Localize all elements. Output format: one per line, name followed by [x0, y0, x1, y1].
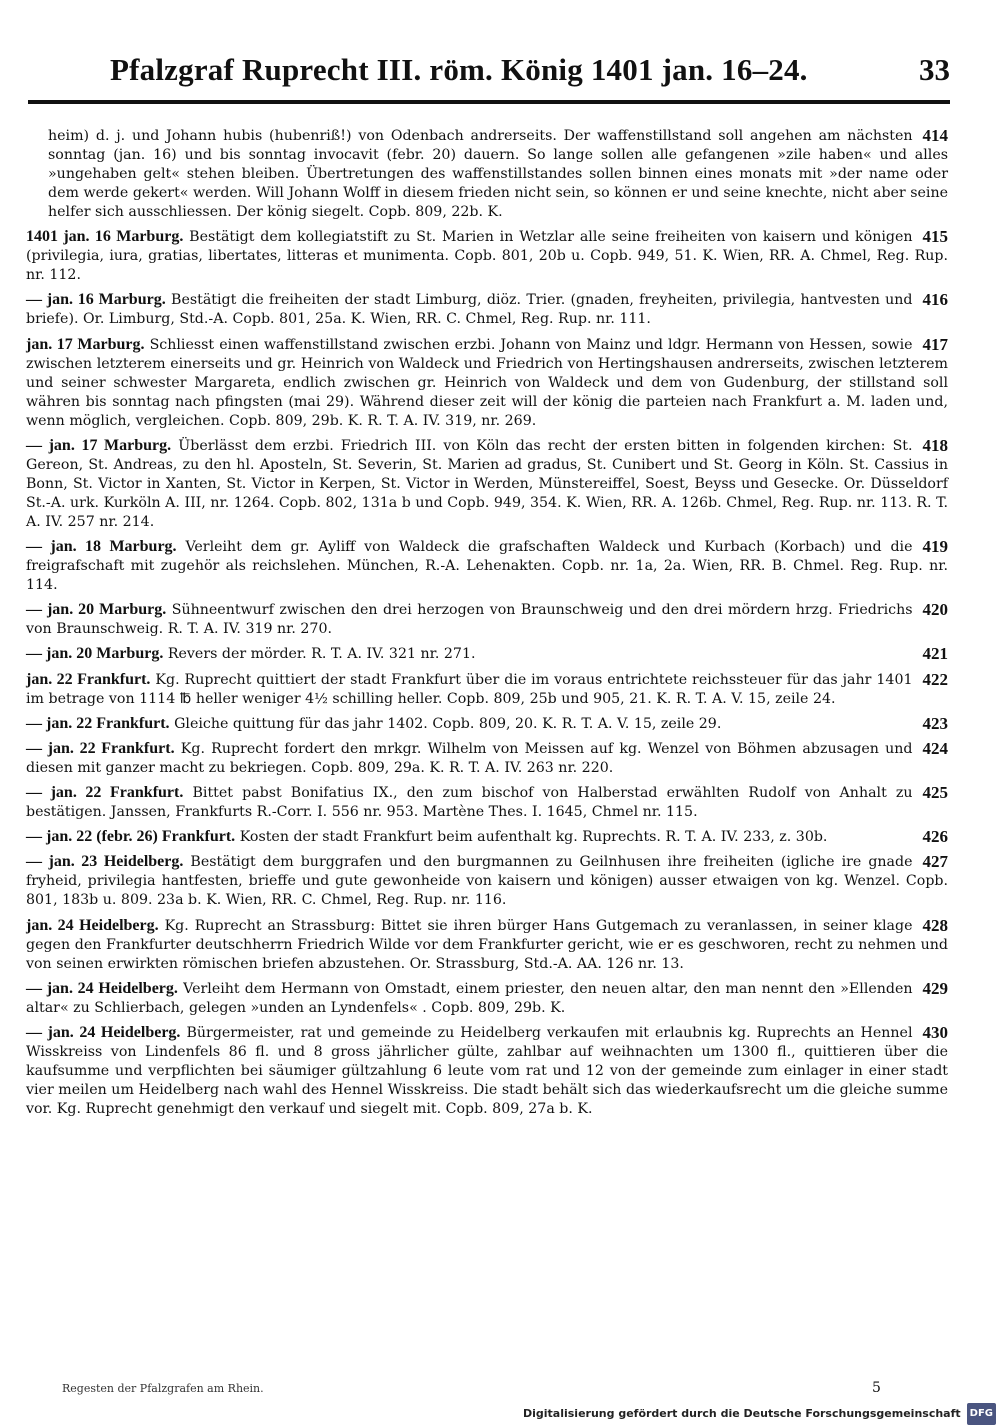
regest-entry: [26, 537, 948, 595]
regest-text: Verleiht dem Hermann von Omstadt, einem priester, den neuen altar, den man nennt den »Ellenden altar« zu Schlierbach, gelegen »unden an Lyndenfels« . Copb. 809, 29b. K.: [26, 980, 913, 1016]
regest-date-place: 1401 jan. 16 Marburg.: [26, 228, 184, 246]
regest-number: 430: [922, 1023, 948, 1042]
regest-number: 419: [922, 536, 948, 556]
regest-date-place: — jan. 16 Marburg.: [26, 291, 166, 309]
regest-number: 426: [922, 827, 948, 847]
dfg-text: Digitalisierung gefördert durch die Deutsche Forschungsgemeinschaft: [522, 1407, 961, 1420]
regest-number: 418: [922, 435, 948, 455]
regest-number: 423: [922, 713, 948, 733]
page-number: 33: [919, 52, 950, 87]
regest-text: Verleiht dem gr. Ayliff von Waldeck die grafschaften Waldeck und Kurbach (Korbach) und die freigrafschaft mit zugehör als reichslehen. München, R.-A. Lehenakten. Copb. nr. 1a, 2a. Wien, RR. B. Chmel. Reg. Rup. nr. 114.: [26, 538, 948, 593]
dfg-logo-icon: DFG: [967, 1403, 996, 1425]
regest-entry: [26, 670, 948, 709]
regest-text: Bestätigt die freiheiten der stadt Limburg, diöz. Trier. (gnaden, freyheiten, privilegia, hantvesten und briefe). Or. Limburg, Std.-A. Copb. 801, 25a. K. Wien, RR. C. Chmel, Reg. Rup. nr. 111.: [26, 292, 913, 328]
regest-text: heim) d. j. und Johann hubis (hubenriß!) von Odenbach andrerseits. Der waffenstillstand soll angehen am nächsten sonntag (jan. 16) und bis sonntag invocavit (febr. 20) dauern. So lange sollen alle gefangenen »zile haben« und alles »ungehaben gelt« stehen bleiben. Übertretungen des waffenstillstandes sollen binnen eines monats mit »der name oder dem werde gekert« werden. Will Johann Wolff in diesem frieden nicht sein, so können er und seine knechte, nicht aber seine helfer sich ausschliessen. Der könig siegelt. Copb. 809, 22b. K.: [48, 128, 948, 220]
regest-number: 420: [922, 600, 948, 620]
regest-entry: [26, 227, 948, 285]
dfg-banner: [515, 1404, 1000, 1424]
regest-date-place: — jan. 24 Heidelberg.: [26, 1024, 181, 1041]
regest-date-place: jan. 17 Marburg.: [26, 335, 145, 353]
regest-text: Kg. Ruprecht an Strassburg: Bittet sie ihren bürger Hans Gutgemach zu veranlassen, in seiner klage gegen den Frankfurter deutschherrn Friedrich Wilde vor dem Frankfurter gericht, wie er es geschworen, recht zu nehmen und von seinen erwirkten römischen briefen abzustehen. Or. Strassburg, Std.-A. AA. 126 nr. 13.: [26, 917, 948, 972]
regest-number: 424: [922, 738, 948, 758]
regest-entry: [26, 783, 948, 822]
regest-entry: [26, 714, 948, 734]
regest-entry: [26, 126, 948, 222]
regest-text: Bürgermeister, rat und gemeinde zu Heidelberg verkaufen mit erlaubnis kg. Ruprechts an Hennel Wisskreiss von Lindenfels 86 fl. und 8 gross jährlicher gülte, zahlbar auf weihnachten um 1300 fl., quittieren über die kaufsumme und verpflichten bei säumiger gültzahlung 6 leute vom rat und 12 von der gemeinde zum einlager in einer stadt vier meilen um Heidelberg nach wahl des Hennel Wisskreiss. Die stadt behält sich das wiederkaufsrecht um die gleiche summe vor. Kg. Ruprecht genehmigt den verkauf und siegelt mit. Copb. 809, 27a b. K.: [26, 1025, 948, 1117]
regest-entry: [26, 979, 948, 1018]
regest-text: Überlässt dem erzbi. Friedrich III. von Köln das recht der ersten bitten in folgenden kirchen: St. Gereon, St. Andreas, zu den hl. Aposteln, St. Severin, St. Marien ad gradus, St. Cunibert und St. Georg in Köln. St. Cassius in Bonn, St. Victor in Xanten, St. Victor in Kerpen, St. Victor in Werden, Münstereiffel, Soest, Beyss und Gesecke. Or. Düsseldorf St.-A. urk. Kurköln A. III, nr. 1264. Copb. 802, 131a b und Copb. 949, 354. K. Wien, RR. A. 126b. Chmel, Reg. Rup. nr. 113. R. T. A. IV. 257 nr. 214.: [26, 437, 948, 530]
regest-entry: [26, 436, 948, 532]
regest-date-place: — jan. 22 Frankfurt.: [26, 784, 184, 802]
regest-text: Bittet pabst Bonifatius IX., den zum bischof von Halberstad erwählten Rudolf von Anhalt zu bestätigen. Janssen, Frankfurts R.-Corr. I. 556 nr. 953. Martène Thes. I. 1645, Chmel nr. 115.: [26, 785, 913, 821]
regest-number: 429: [922, 978, 948, 998]
regest-date-place: — jan. 20 Marburg.: [26, 645, 164, 663]
regest-number: 428: [922, 915, 948, 935]
running-title: Pfalzgraf Ruprecht III. röm. König 1401 jan. 16–24.: [110, 52, 808, 87]
regest-date-place: — jan. 22 Frankfurt.: [26, 739, 175, 757]
regest-date-place: — jan. 23 Heidelberg.: [26, 853, 184, 871]
regest-entry: [26, 739, 948, 778]
regest-entry: [26, 827, 948, 847]
regest-entry: [26, 644, 948, 664]
regest-entry: [26, 852, 948, 910]
regest-text: Kg. Ruprecht quittiert der stadt Frankfurt über die im voraus entrichtete reichssteuer für das jahr 1401 im betrage von 1114 ℔ heller weniger 4½ schilling heller. Copb. 809, 25b und 905, 21. K. R. T. A. V. 15, zeile 24.: [26, 671, 913, 707]
header-rule: [28, 100, 950, 104]
regest-number: 416: [922, 290, 948, 310]
footer-series: Regesten der Pfalzgrafen am Rhein.: [62, 1382, 264, 1395]
regest-entry: [26, 916, 948, 974]
regest-date-place: — jan. 20 Marburg.: [26, 601, 167, 619]
regest-text: Schliesst einen waffenstillstand zwischen erzbi. Johann von Mainz und ldgr. Hermann von Hessen, sowie zwischen letzterem einerseits und gr. Heinrich von Waldeck und Friedrich von Hertingshausen andrerseits, zwischen letzterem und seiner schwester Margareta, endlich zwischen gr. Heinrich von Waldeck und dem von Gudenburg, der stillstand soll währen bis sonntag nach pfingsten (mai 29). Während dieser zeit will der könig die parteien nach Frankfurt a. M. laden und, wenn möglich, vergleichen. Copb. 809, 29b. K. R. T. A. IV. 319, nr. 269.: [26, 336, 948, 429]
page-header: [30, 52, 950, 92]
regest-number: 421: [922, 644, 948, 664]
regest-text: Gleiche quittung für das jahr 1402. Copb. 809, 20. K. R. T. A. V. 15, zeile 29.: [174, 715, 722, 732]
regest-number: 425: [922, 783, 948, 803]
regest-date-place: — jan. 18 Marburg.: [26, 537, 177, 555]
regest-entry: [26, 1023, 948, 1119]
regest-number: 415: [922, 227, 948, 247]
regest-date-place: jan. 22 Frankfurt.: [26, 670, 151, 688]
regest-entry: [26, 600, 948, 639]
regest-number: 417: [922, 334, 948, 354]
regest-number: 427: [922, 852, 948, 872]
regest-date-place: — jan. 17 Marburg.: [26, 436, 172, 454]
regest-text: Sühneentwurf zwischen den drei herzogen von Braunschweig und den drei mördern hrzg. Friedrichs von Braunschweig. R. T. A. IV. 319 nr. 270.: [26, 602, 913, 638]
regest-entry: [26, 335, 948, 431]
regest-date-place: — jan. 22 (febr. 26) Frankfurt.: [26, 828, 236, 846]
regest-date-place: — jan. 22 Frankfurt.: [26, 714, 170, 732]
regest-text: Kosten der stadt Frankfurt beim aufenthalt kg. Ruprechts. R. T. A. IV. 233, z. 30b.: [239, 829, 828, 846]
regest-date-place: jan. 24 Heidelberg.: [26, 916, 159, 934]
regesta-list: [26, 126, 948, 1124]
regest-text: Kg. Ruprecht fordert den mrkgr. Wilhelm von Meissen auf kg. Wenzel von Böhmen abzusagen und diesen mit ganzer macht zu bekriegen. Copb. 809, 29a. K. R. T. A. IV. 263 nr. 220.: [26, 740, 913, 776]
regest-text: Bestätigt dem burggrafen und den burgmannen zu Geilnhusen ihre freiheiten (igliche ire gnade fryheid, privilegia hantfesten, brieffe und gute gewonheide von kaisern und königen) ausser etwaigen von kg. Wenzel. Copb. 801, 183b u. 809. 23a b. K. Wien, RR. C. Chmel, Reg. Rup. nr. 116.: [26, 854, 948, 909]
regest-number: 414: [922, 126, 948, 145]
footer-signature: 5: [872, 1380, 881, 1396]
regest-text: Bestätigt dem kollegiatstift zu St. Marien in Wetzlar alle seine freiheiten von kaisern und königen (privilegia, iura, gratias, libertates, litteras et munimenta. Copb. 801, 20b u. Copb. 949, 51. K. Wien, RR. A. Chmel, Reg. Rup. nr. 112.: [26, 229, 948, 284]
regest-text: Revers der mörder. R. T. A. IV. 321 nr. 271.: [167, 646, 476, 663]
regest-date-place: — jan. 24 Heidelberg.: [26, 979, 178, 997]
regest-number: 422: [922, 669, 948, 689]
regest-entry: [26, 290, 948, 329]
